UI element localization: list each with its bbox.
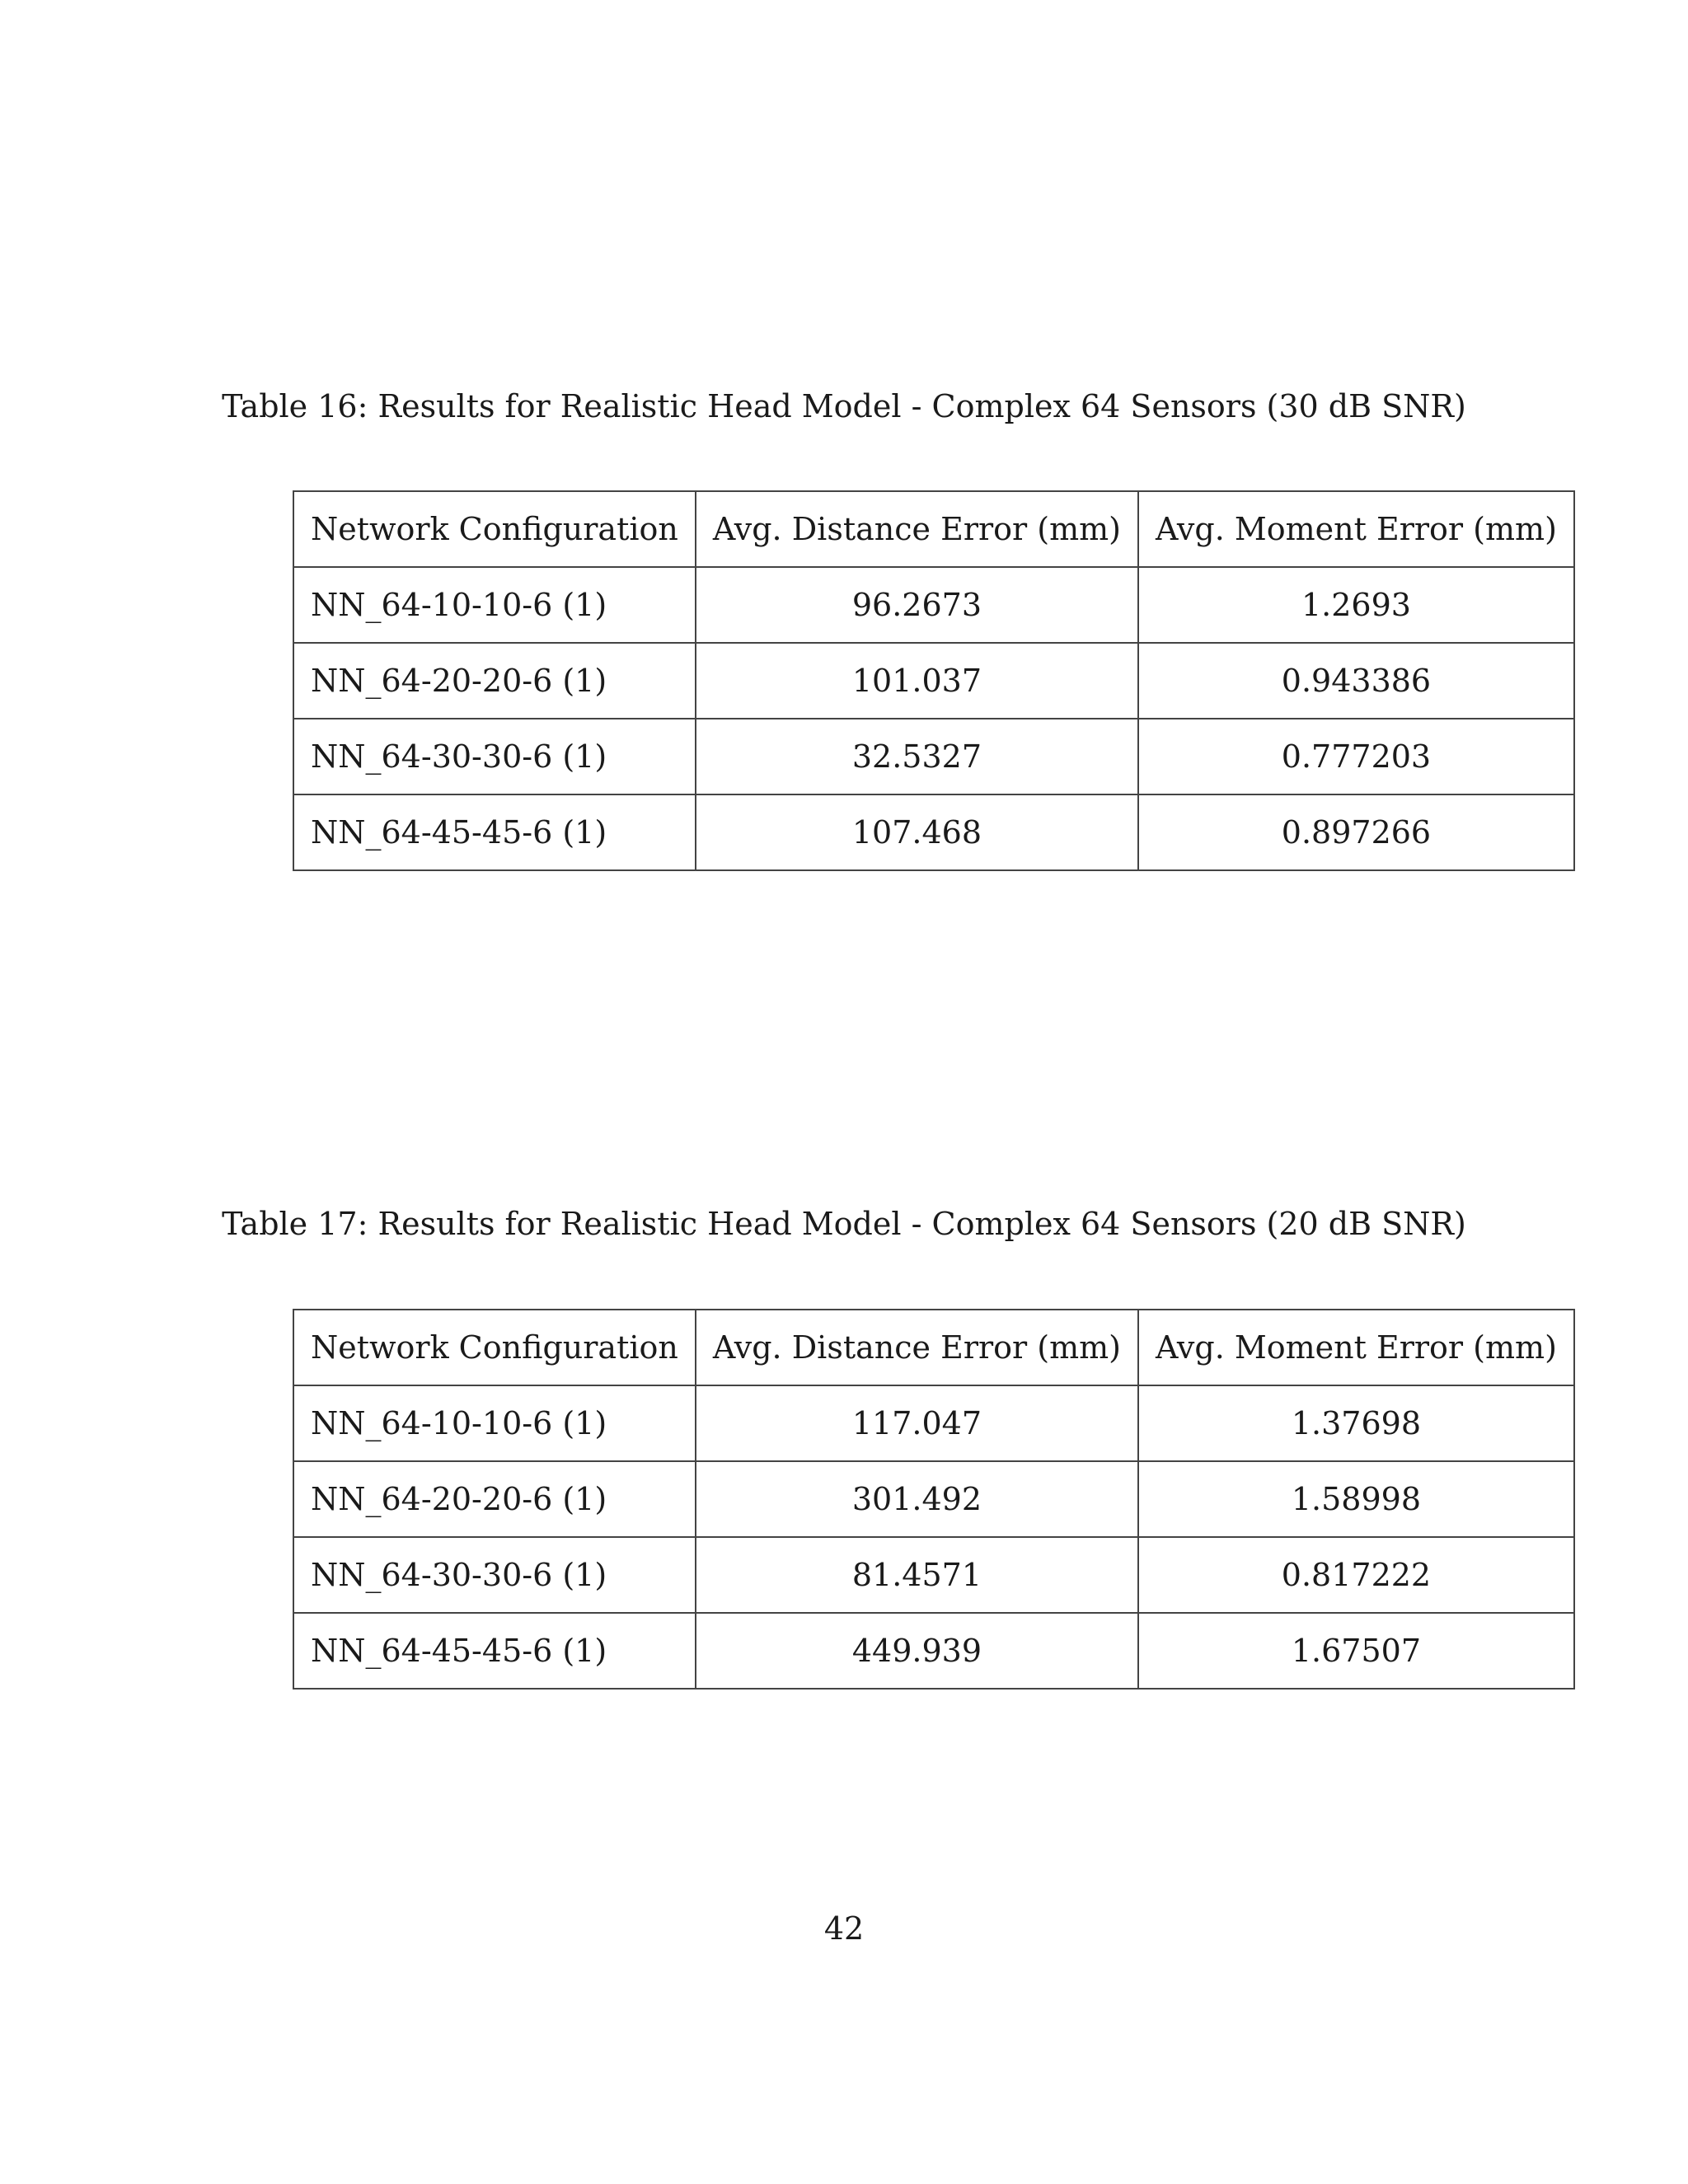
cell-distance: 117.047: [696, 1385, 1138, 1461]
table-row: [293, 567, 1574, 643]
page-number: 42: [823, 1910, 865, 1947]
cell-config: NN_64-20-20-6 (1): [293, 643, 696, 719]
cell-moment: 1.37698: [1138, 1385, 1574, 1461]
cell-distance: 96.2673: [696, 567, 1138, 643]
column-header-config: Network Configuration: [293, 491, 696, 567]
table-row: [293, 719, 1574, 794]
cell-config: NN_64-45-45-6 (1): [293, 1613, 696, 1689]
table-row: [293, 1461, 1574, 1537]
column-header-moment: Avg. Moment Error (mm): [1138, 491, 1574, 567]
results-table: [293, 1309, 1575, 1690]
table-row: [293, 1385, 1574, 1461]
column-header-distance: Avg. Distance Error (mm): [696, 1310, 1138, 1385]
cell-config: NN_64-45-45-6 (1): [293, 794, 696, 870]
table-header-row: [293, 1310, 1574, 1385]
cell-distance: 32.5327: [696, 719, 1138, 794]
cell-moment: 1.67507: [1138, 1613, 1574, 1689]
cell-config: NN_64-20-20-6 (1): [293, 1461, 696, 1537]
cell-config: NN_64-10-10-6 (1): [293, 1385, 696, 1461]
cell-distance: 101.037: [696, 643, 1138, 719]
cell-distance: 107.468: [696, 794, 1138, 870]
table-row: [293, 643, 1574, 719]
results-table: [293, 490, 1575, 871]
table-row: [293, 1613, 1574, 1689]
table-row: [293, 1537, 1574, 1613]
cell-distance: 301.492: [696, 1461, 1138, 1537]
cell-config: NN_64-10-10-6 (1): [293, 567, 696, 643]
table-row: [293, 794, 1574, 870]
cell-moment: 1.2693: [1138, 567, 1574, 643]
cell-distance: 81.4571: [696, 1537, 1138, 1613]
column-header-config: Network Configuration: [293, 1310, 696, 1385]
cell-moment: 1.58998: [1138, 1461, 1574, 1537]
column-header-distance: Avg. Distance Error (mm): [696, 491, 1138, 567]
cell-moment: 0.817222: [1138, 1537, 1574, 1613]
cell-config: NN_64-30-30-6 (1): [293, 1537, 696, 1613]
table-header-row: [293, 491, 1574, 567]
table-caption: Table 16: Results for Realistic Head Model - Complex 64 Sensors (30 dB SNR): [222, 388, 1466, 424]
cell-moment: 0.943386: [1138, 643, 1574, 719]
cell-moment: 0.777203: [1138, 719, 1574, 794]
column-header-moment: Avg. Moment Error (mm): [1138, 1310, 1574, 1385]
cell-distance: 449.939: [696, 1613, 1138, 1689]
cell-moment: 0.897266: [1138, 794, 1574, 870]
cell-config: NN_64-30-30-6 (1): [293, 719, 696, 794]
table-caption: Table 17: Results for Realistic Head Model - Complex 64 Sensors (20 dB SNR): [222, 1206, 1466, 1242]
